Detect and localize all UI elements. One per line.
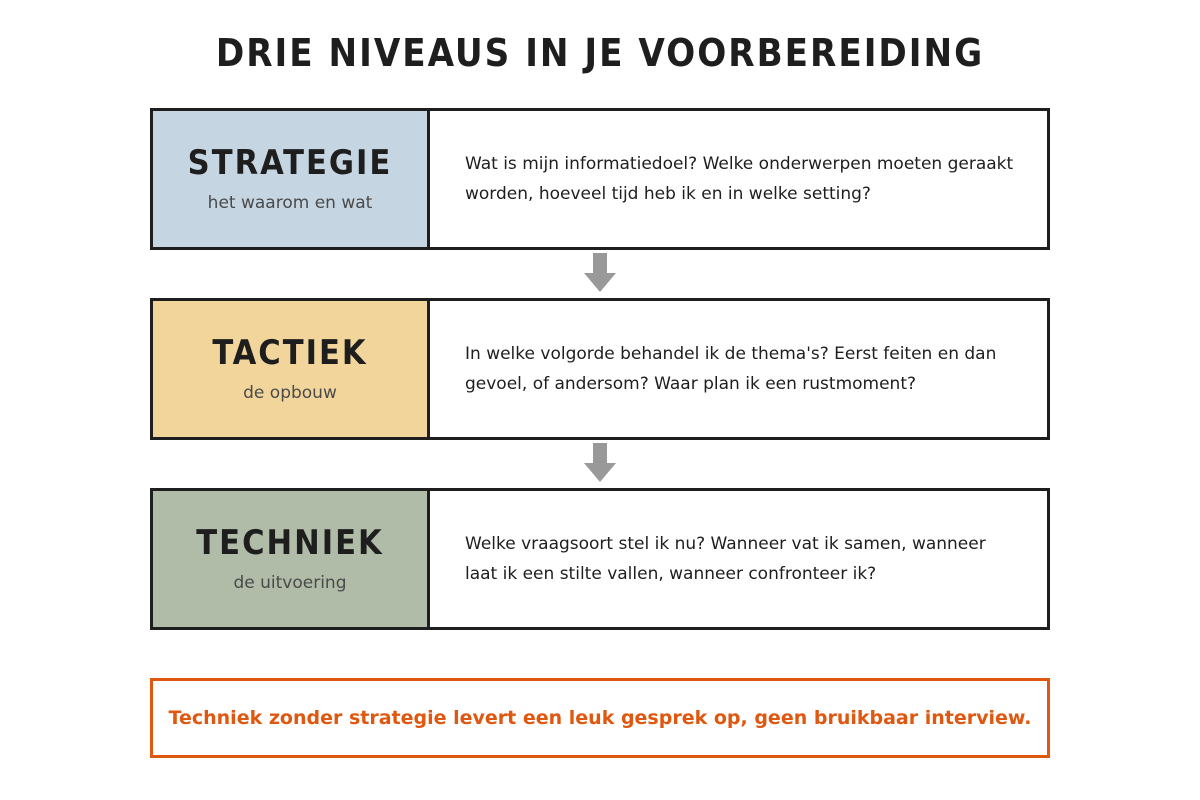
level-techniek bbox=[150, 488, 1050, 630]
arrow-down-icon bbox=[584, 443, 616, 483]
level-strategie bbox=[150, 108, 1050, 250]
page-title: DRIE NIVEAUS IN JE VOORBEREIDING bbox=[215, 31, 985, 75]
level-description: Wat is mijn informatiedoel? Welke onderwerpen moeten geraakt worden, hoeveel tijd heb ik en in welke setting? bbox=[465, 154, 1014, 204]
level-description: In welke volgorde behandel ik de thema's? Eerst feiten en dan gevoel, of andersom? Waar plan ik een rustmoment? bbox=[465, 344, 997, 394]
level-label-box bbox=[153, 301, 430, 437]
level-label-box bbox=[153, 111, 430, 247]
level-name: TACTIEK bbox=[212, 333, 368, 373]
level-name: STRATEGIE bbox=[187, 143, 393, 183]
level-label-box bbox=[153, 491, 430, 627]
level-description: Welke vraagsoort stel ik nu? Wanneer vat ik samen, wanneer laat ik een stilte vallen, wanneer confronteer ik? bbox=[465, 534, 986, 584]
callout-text: Techniek zonder strategie levert een leuk gesprek op, geen bruikbaar interview. bbox=[168, 707, 1032, 729]
level-subtitle: het waarom en wat bbox=[207, 193, 373, 213]
level-tactiek bbox=[150, 298, 1050, 440]
arrow-down-icon bbox=[584, 253, 616, 293]
level-subtitle: de uitvoering bbox=[233, 573, 347, 593]
level-subtitle: de opbouw bbox=[243, 383, 337, 403]
conclusion-callout bbox=[150, 678, 1050, 758]
level-name: TECHNIEK bbox=[196, 523, 384, 563]
